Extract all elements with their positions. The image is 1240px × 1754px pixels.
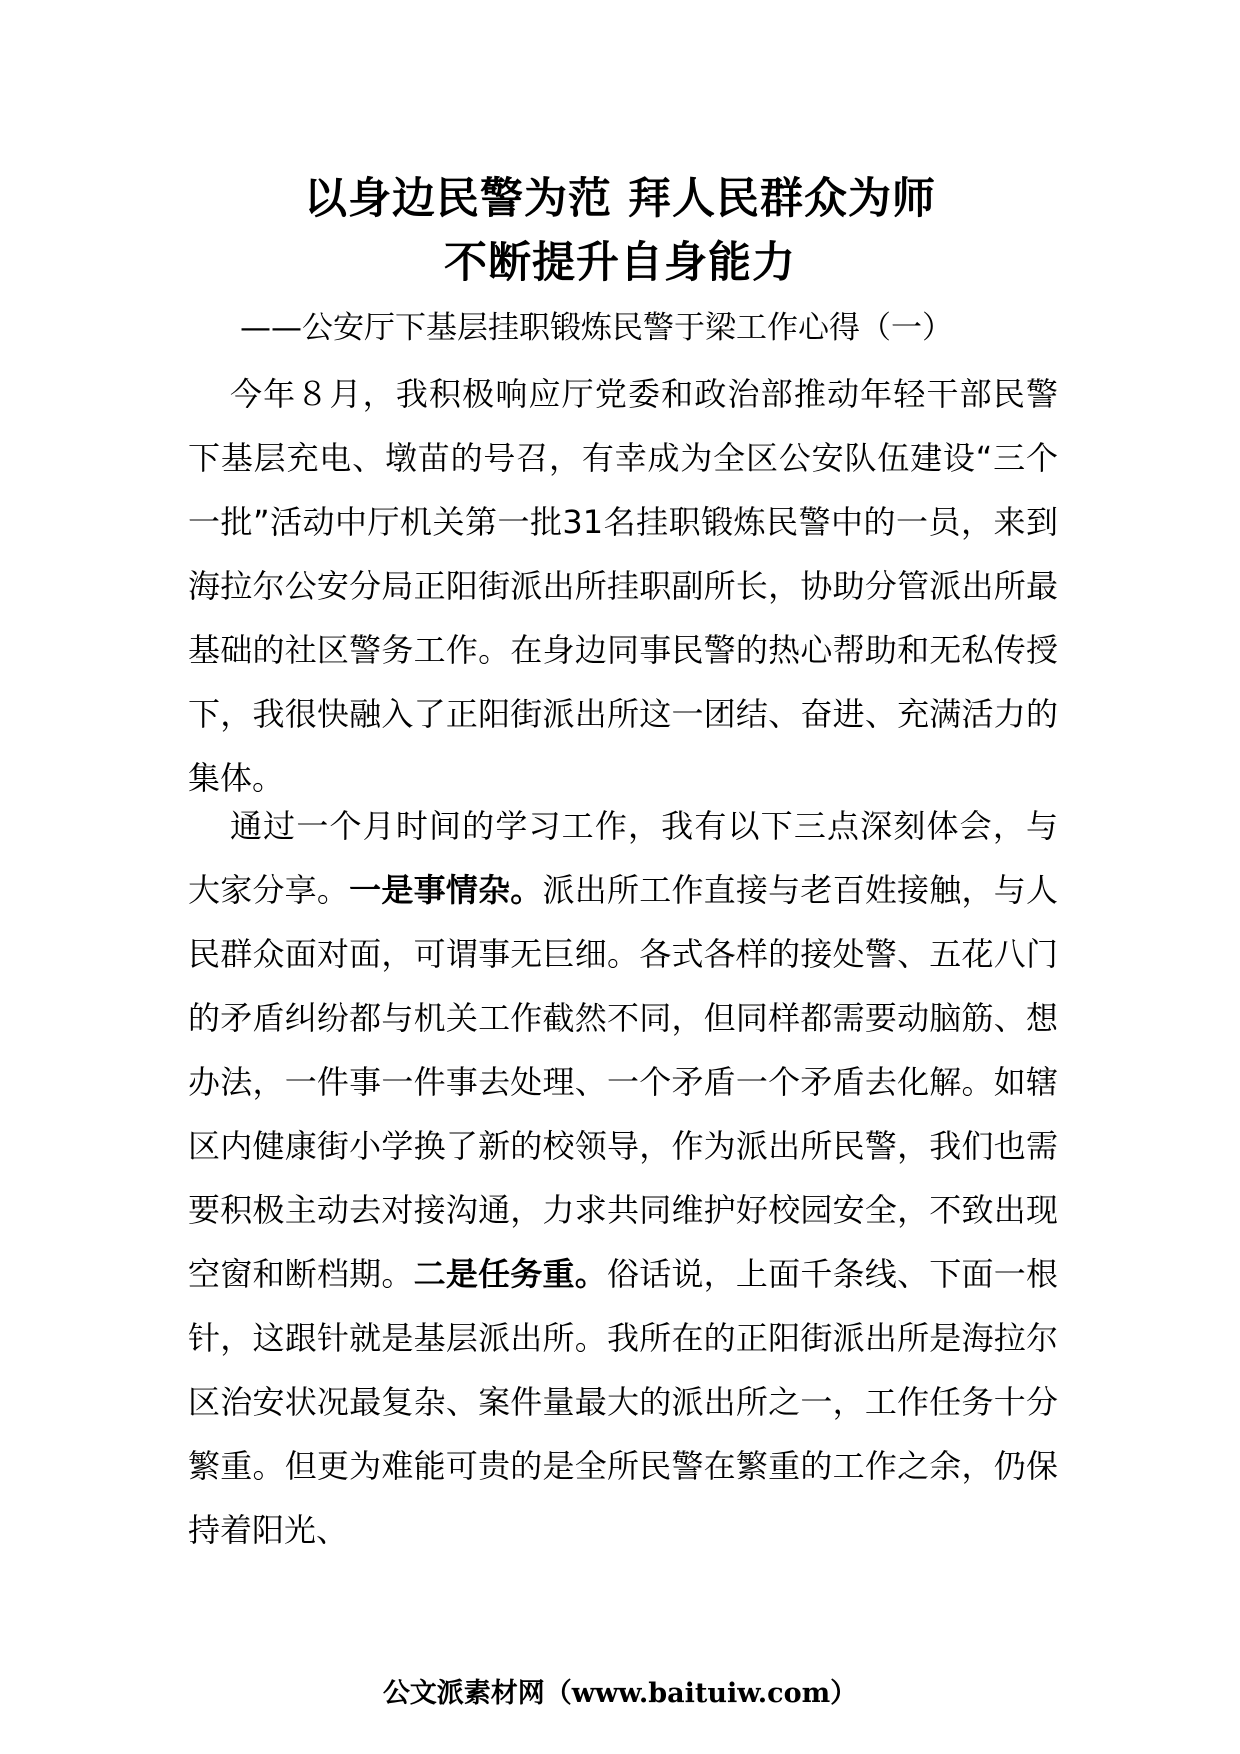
title-line-2: 不断提升自身能力 (444, 238, 796, 288)
subtitle: ——公安厅下基层挂职锻炼民警于梁工作心得（一） (240, 310, 953, 346)
point-2-text: 俗话说，上面千条线、下面一根针，这跟针就是基层派出所。我所在的正阳街派出所是海拉尔区治安状况最复杂、案件量最大的派出所之一，工作任务十分繁重。但更为难能可贵的是全所民警在繁重的工作之余，仍保持着阳光、 (188, 1255, 1058, 1549)
body-paragraph-1: 今年８月，我积极响应厅党委和政治部推动年轻干部民警下基层充电、墩苗的号召，有幸成为全区公安队伍建设“三个一批”活动中厅机关第一批31名挂职锻炼民警中的一员，来到海拉尔公安分局正阳街派出所挂职副所长，协助分管派出所最基础的社区警务工作。在身边同事民警的热心帮助和无私传授下，我很快融入了正阳街派出所这一团结、奋进、充满活力的集体。 (188, 375, 1058, 797)
point-2-heading: 二是任务重。 (413, 1255, 607, 1293)
title-line-1: 以身边民警为范 拜人民群众为师 (304, 174, 936, 224)
body-paragraph-2 (188, 794, 1058, 1562)
paragraph-2-intro: 通过一个月时间的学习工作，我有以下三点深刻体会，与大家分享。 (188, 807, 1058, 909)
point-1-text: 派出所工作直接与老百姓接触，与人民群众面对面，可谓事无巨细。各式各样的接处警、五花八门的矛盾纠纷都与机关工作截然不同，但同样都需要动脑筋、想办法，一件事一件事去处理、一个矛盾一个矛盾去化解。如辖区内健康街小学换了新的校领导，作为派出所民警，我们也需要积极主动去对接沟通，力求共同维护好校园安全，不致出现空窗和断档期。 (188, 871, 1058, 1293)
point-1-heading: 一是事情杂。 (349, 871, 543, 909)
footer-watermark: 公文派素材网（www.baituiw.com） (382, 1678, 858, 1709)
